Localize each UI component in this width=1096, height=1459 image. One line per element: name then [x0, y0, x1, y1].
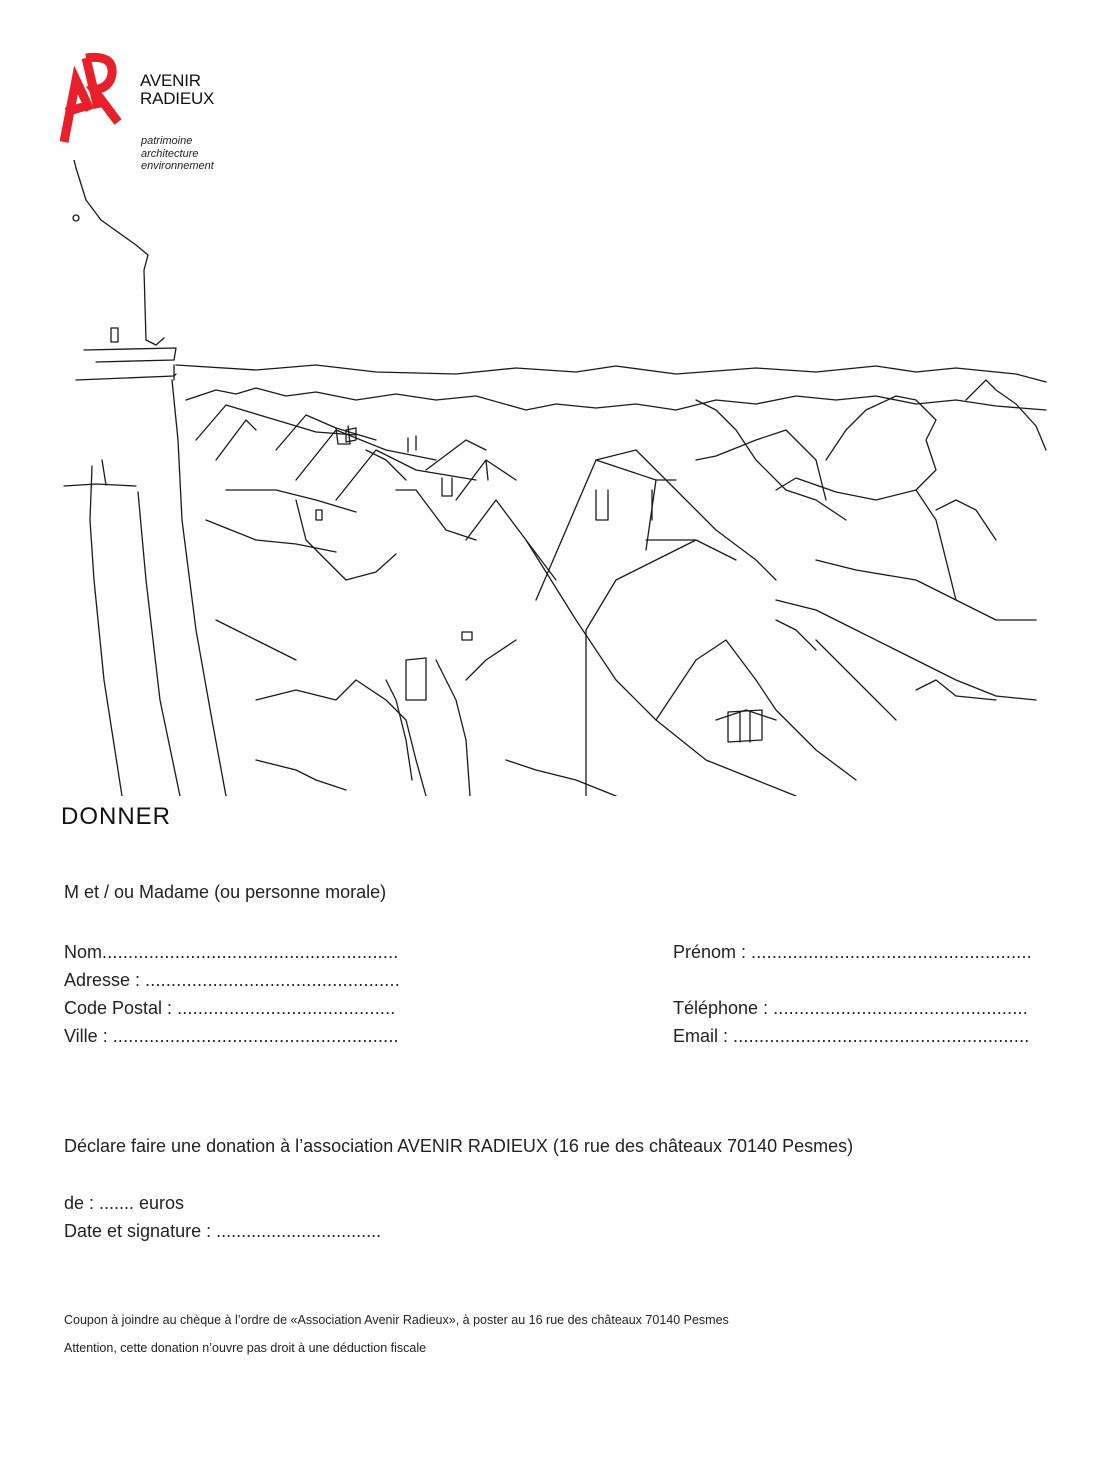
field-code-postal[interactable]	[64, 994, 409, 1022]
date-signature-field[interactable]: Date et signature : .................................	[64, 1221, 382, 1241]
tagline-line: architecture	[141, 147, 199, 160]
field-email[interactable]	[673, 1022, 1045, 1050]
donation-amount-field[interactable]: de : ....... euros	[64, 1193, 185, 1213]
field-prenom-label: Prénom :	[673, 942, 752, 962]
field-prenom[interactable]	[673, 938, 1045, 966]
brand-name-line1: AVENIR	[140, 71, 201, 90]
field-adresse[interactable]	[64, 966, 409, 994]
brand-name	[140, 72, 214, 108]
field-code-postal-label: Code Postal :	[64, 998, 178, 1018]
field-code-postal-dots[interactable]: ..........................................	[177, 998, 396, 1018]
field-telephone-label: Téléphone :	[673, 998, 774, 1018]
field-ville[interactable]	[64, 1022, 409, 1050]
field-prenom-dots[interactable]: ......................................................	[751, 942, 1032, 962]
field-nom-dots[interactable]: .........................................................	[102, 942, 399, 962]
donor-type-label: M et / ou Madame (ou personne morale)	[64, 882, 387, 902]
village-sketch-illustration	[56, 160, 1052, 796]
field-ville-dots[interactable]: .......................................................	[112, 1026, 399, 1046]
donation-declaration: Déclare faire une donation à l’association AVENIR RADIEUX (16 rue des châteaux 70140 Pesmes)	[64, 1136, 854, 1156]
tagline-line: environnement	[141, 160, 214, 172]
brand-name-line2: RADIEUX	[140, 89, 215, 108]
mailing-note: Coupon à joindre au chèque à l’ordre de «Association Avenir Radieux», à poster au 16 rue des châteaux 70140 Pesmes	[64, 1313, 729, 1327]
field-email-dots[interactable]: .........................................................	[733, 1026, 1030, 1046]
tagline-line: patrimoine	[141, 135, 193, 147]
field-nom[interactable]	[64, 938, 409, 966]
field-telephone-dots[interactable]: .................................................	[773, 998, 1028, 1018]
field-adresse-label: Adresse :	[64, 970, 146, 990]
field-email-label: Email :	[673, 1026, 734, 1046]
field-nom-label: Nom	[64, 942, 103, 962]
page-title: DONNER	[61, 803, 172, 830]
tax-note: Attention, cette donation n’ouvre pas droit à une déduction fiscale	[64, 1341, 427, 1355]
field-ville-label: Ville :	[64, 1026, 113, 1046]
avenir-radieux-logo	[56, 50, 126, 150]
field-adresse-dots[interactable]: .................................................	[145, 970, 400, 990]
field-telephone[interactable]	[673, 994, 1045, 1022]
